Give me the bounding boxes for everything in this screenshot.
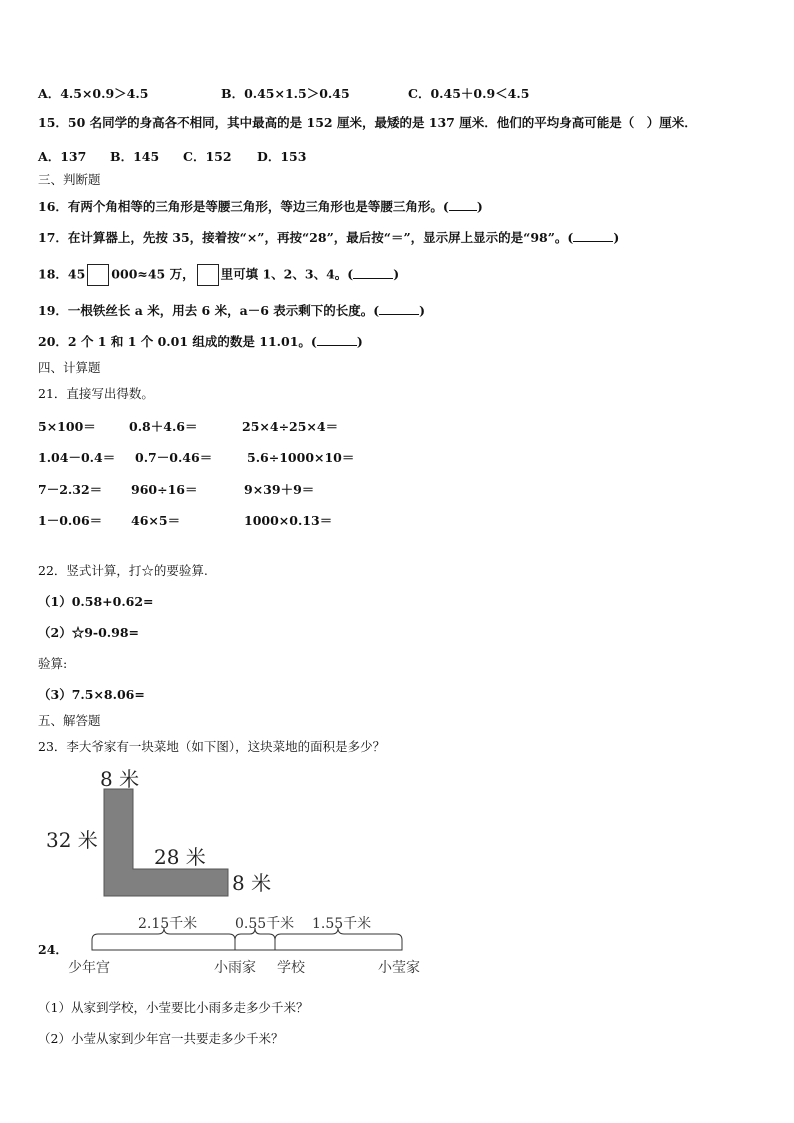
q15-option-d: D．153	[257, 149, 307, 164]
answer-box	[87, 264, 109, 286]
q22-item-2: （2）☆9-0.98=	[38, 625, 140, 640]
label-left-height: 32 米	[46, 828, 98, 852]
q20-statement: 20．2 个 1 和 1 个 0.01 组成的数是 11.01。(	[38, 334, 317, 349]
label-middle-length: 28 米	[154, 845, 206, 869]
q18-part3: 里可填 1、2、3、4。(	[220, 266, 354, 282]
distance-1: 2.15千米	[138, 916, 198, 932]
calc-item: 0.8＋4.6＝	[129, 419, 198, 434]
section5-heading: 五、解答题	[38, 713, 101, 728]
l-shape-figure	[38, 762, 288, 902]
answer-blank	[353, 266, 393, 279]
place-xiaoyu-home: 小雨家	[214, 960, 256, 976]
answer-blank	[317, 333, 357, 346]
q20-text	[38, 333, 363, 350]
close-paren: )	[393, 266, 400, 282]
q24-number: 24．	[38, 942, 68, 957]
close-paren: )	[613, 230, 620, 245]
close-paren: )	[476, 199, 483, 214]
q18-text	[38, 264, 399, 286]
q14-option-b: B．0.45×1.5＞0.45	[221, 86, 350, 101]
q17-statement: 17．在计算器上，先按 35，接着按“×”，再按“28”，最后按“＝”，显示屏上显示的是“98”。(	[38, 230, 574, 245]
label-right-height: 8 米	[232, 871, 272, 895]
q16-statement: 16．有两个角相等的三角形是等腰三角形，等边三角形也是等腰三角形。(	[38, 199, 449, 214]
calc-item: 9×39＋9＝	[244, 482, 315, 497]
q21-title: 21．直接写出得数。	[38, 386, 154, 401]
l-shape	[104, 789, 228, 896]
answer-blank	[573, 229, 613, 242]
section4-heading: 四、计算题	[38, 360, 101, 375]
answer-box	[197, 264, 219, 286]
q22-title: 22．竖式计算，打☆的要验算.	[38, 563, 208, 578]
calc-item: 0.7－0.46＝	[135, 450, 213, 465]
label-top-width: 8 米	[100, 767, 140, 791]
calc-item: 960÷16＝	[131, 482, 198, 497]
q22-item-3: （3）7.5×8.06=	[38, 687, 145, 702]
q15-option-c: C．152	[183, 149, 232, 164]
place-school: 学校	[277, 960, 305, 976]
q16-text	[38, 198, 483, 215]
q15-option-a: A．137	[38, 149, 87, 164]
q19-statement: 19．一根铁丝长 a 米，用去 6 米，a－6 表示剩下的长度。(	[38, 303, 380, 318]
q22-item-1: （1）0.58+0.62=	[38, 594, 154, 609]
route-line	[92, 940, 402, 950]
calc-item: 25×4÷25×4＝	[242, 419, 339, 434]
q14-option-a: A．4.5×0.9＞4.5	[38, 86, 149, 101]
q23-text: 23．李大爷家有一块菜地（如下图），这块菜地的面积是多少？	[38, 739, 386, 754]
place-youth-palace: 少年宫	[68, 960, 110, 976]
q24-sub-2: （2）小莹从家到少年宫一共要走多少千米？	[38, 1031, 284, 1046]
calc-item: 1－0.06＝	[38, 513, 103, 528]
close-paren: )	[419, 303, 426, 318]
q18-part2: 000≈45 万，	[111, 266, 195, 282]
place-xiaoying-home: 小莹家	[378, 960, 420, 976]
q19-text	[38, 302, 425, 319]
q22-check-label: 验算:	[38, 656, 68, 671]
calc-item: 1.04－0.4＝	[38, 450, 116, 465]
distance-diagram	[60, 914, 440, 976]
calc-item: 1000×0.13＝	[244, 513, 333, 528]
q18-part1: 18．45	[38, 266, 86, 282]
distance-2: 0.55千米	[235, 916, 295, 932]
calc-item: 5×100＝	[38, 419, 96, 434]
calc-item: 7－2.32＝	[38, 482, 103, 497]
calc-item: 5.6÷1000×10＝	[247, 450, 355, 465]
distance-3: 1.55千米	[312, 916, 372, 932]
section3-heading: 三、判断题	[38, 172, 101, 187]
answer-blank	[449, 198, 477, 211]
q14-option-c: C．0.45＋0.9＜4.5	[408, 86, 530, 101]
close-paren: )	[356, 334, 363, 349]
q15-option-b: B．145	[110, 149, 160, 164]
q15-text: 15．50 名同学的身高各不相同，其中最高的是 152 厘米，最矮的是 137 厘米．他们的平均身高可能是（ ）厘米．	[38, 115, 697, 130]
answer-blank	[379, 302, 419, 315]
q24-sub-1: （1）从家到学校，小莹要比小雨多走多少千米？	[38, 1000, 309, 1015]
calc-item: 46×5＝	[131, 513, 181, 528]
q17-text	[38, 229, 619, 246]
